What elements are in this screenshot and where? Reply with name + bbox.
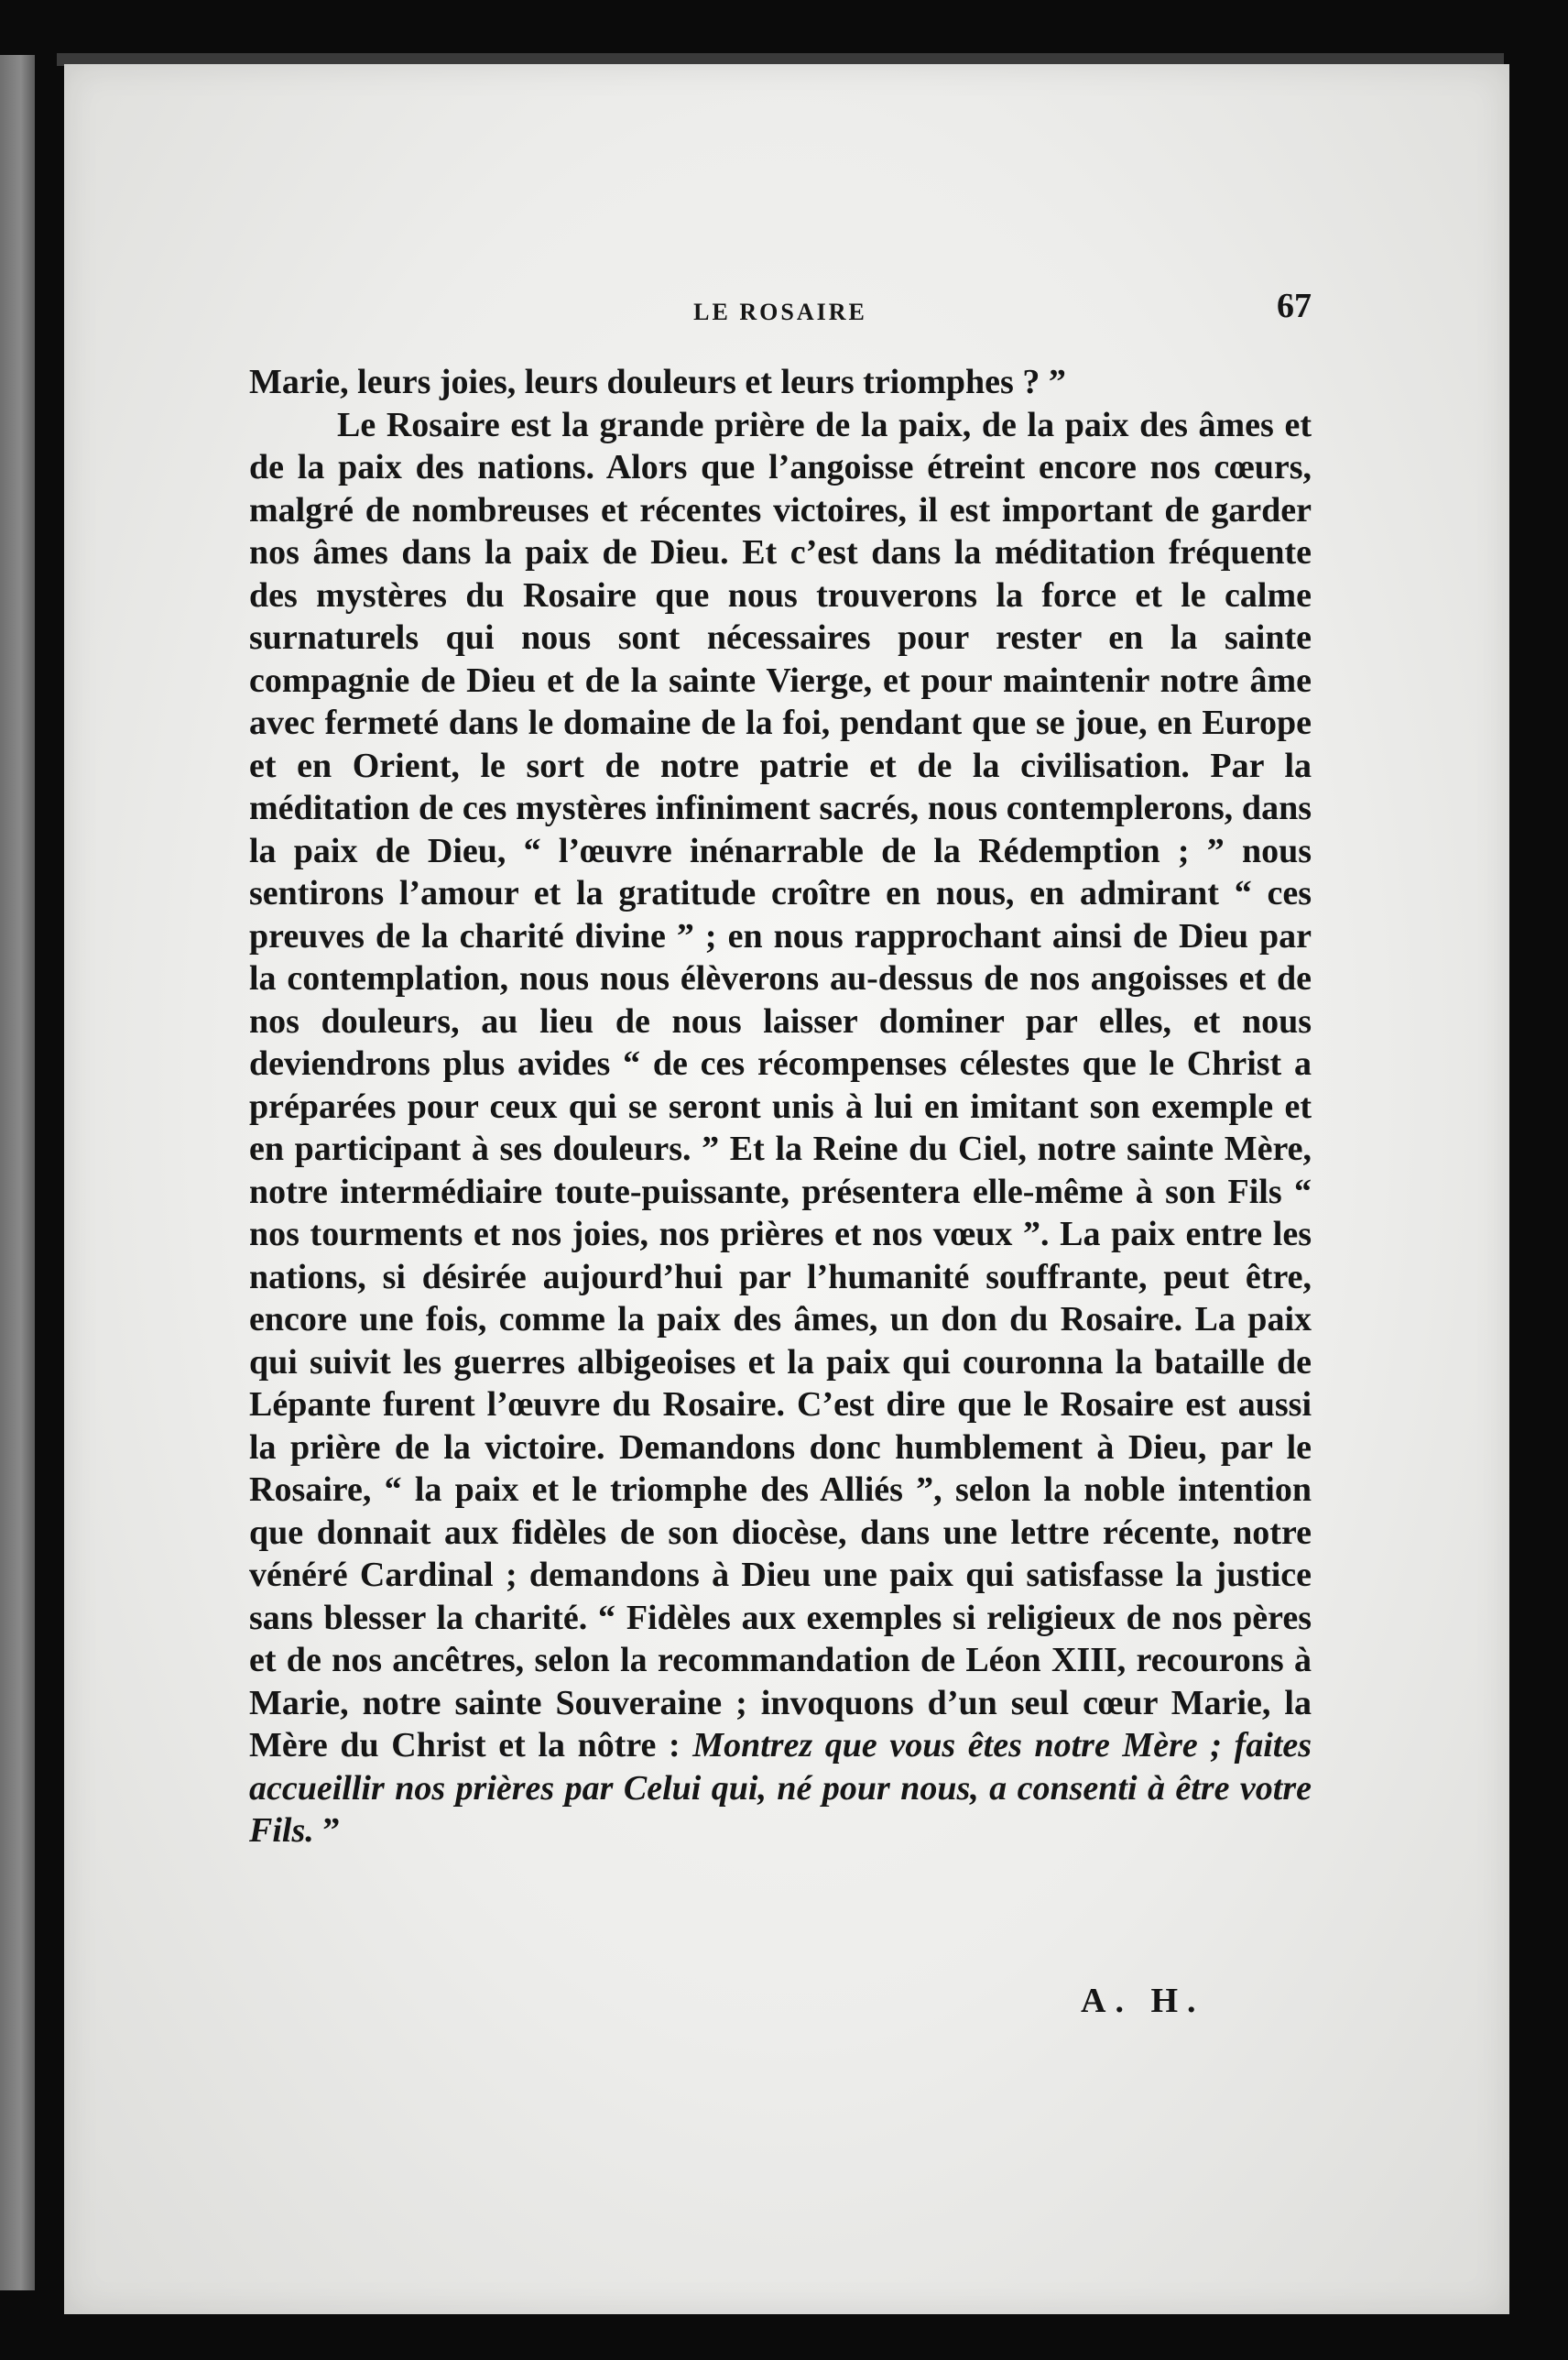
author-initials: A. H.: [1081, 1982, 1205, 2020]
paragraph-text: Le Rosaire est la grande prière de la paix, de la paix des âmes et de la paix des nations. Alors que l’angoisse étreint encore nos cœurs, malgré de nombreuses et récentes victoires, il est important de garder nos âmes dans la paix de Dieu. Et c’est dans la méditation fréquente des mystères du Rosaire que nous trouverons la force et le calme surnaturels qui nous sont nécessaires pour rester en la sainte compagnie de Dieu et de la sainte Vierge, et pour maintenir notre âme avec fermeté dans le domaine de la foi, pendant que se joue, en Europe et en Orient, le sort de notre patrie et de la civilisation. Par la méditation de ces mystères infiniment sacrés, nous contemplerons, dans la paix de Dieu, “ l’œuvre inénarrable de la Rédemption ; ” nous sentirons l’amour et la gratitude croître en nous, en admirant “ ces preuves de la charité divine ” ; en nous rapprochant ainsi de Dieu par la contemplation, nous nous élèverons au-dessus de nos angoisses et de nos douleurs, au lieu de nous laisser dominer par elles, et nous deviendrons plus avides “ de ces récompenses célestes que le Christ a préparées pour ceux qui se seront unis à lui en imitant son exemple et en participant à ses douleurs. ” Et la Reine du Ciel, notre sainte Mère, notre intermédiaire toute-puissante, présentera elle-même à son Fils “ nos tourments et nos joies, nos prières et nos vœux ”. La paix entre les nations, si désirée aujourd’hui par l’humanité souffrante, peut être, encore une fois, comme la paix des âmes, un don du Rosaire. La paix qui suivit les guerres albigeoises et la paix qui couronna la bataille de Lépante furent l’œuvre du Rosaire. C’est dire que le Rosaire est aussi la prière de la victoire. Demandons donc humblement à Dieu, par le Rosaire, “ la paix et le triomphe des Alliés ”, selon la noble intention que donnait aux fidèles de son diocèse, dans une lettre récente, notre vénéré Cardinal ; demandons à Dieu une paix qui satisfasse la justice sans blesser la charité. “ Fidèles aux exemples si religieux de nos pères et de nos ancêtres, selon la recommandation de Léon XIII, recourons à Marie, notre sainte Souveraine ; invoquons d’un seul cœur Marie, la Mère du Christ et la nôtre :: [249, 405, 1312, 1765]
main-paragraph: [249, 404, 1312, 1852]
previous-page-edge: [0, 55, 35, 2290]
closing-quote: ”: [313, 1811, 341, 1850]
body-text: [249, 361, 1312, 1852]
running-title: LE ROSAIRE: [693, 299, 867, 325]
page-number: 67: [1277, 287, 1312, 325]
continued-line: Marie, leurs joies, leurs douleurs et leurs triomphes ? ”: [249, 363, 1066, 401]
italic-prayer: Montrez que vous êtes notre Mère ; faites accueillir nos prières par Celui qui, né pour nous, a consenti à être votre Fils.: [249, 1726, 1312, 1850]
running-header: [249, 286, 1312, 341]
